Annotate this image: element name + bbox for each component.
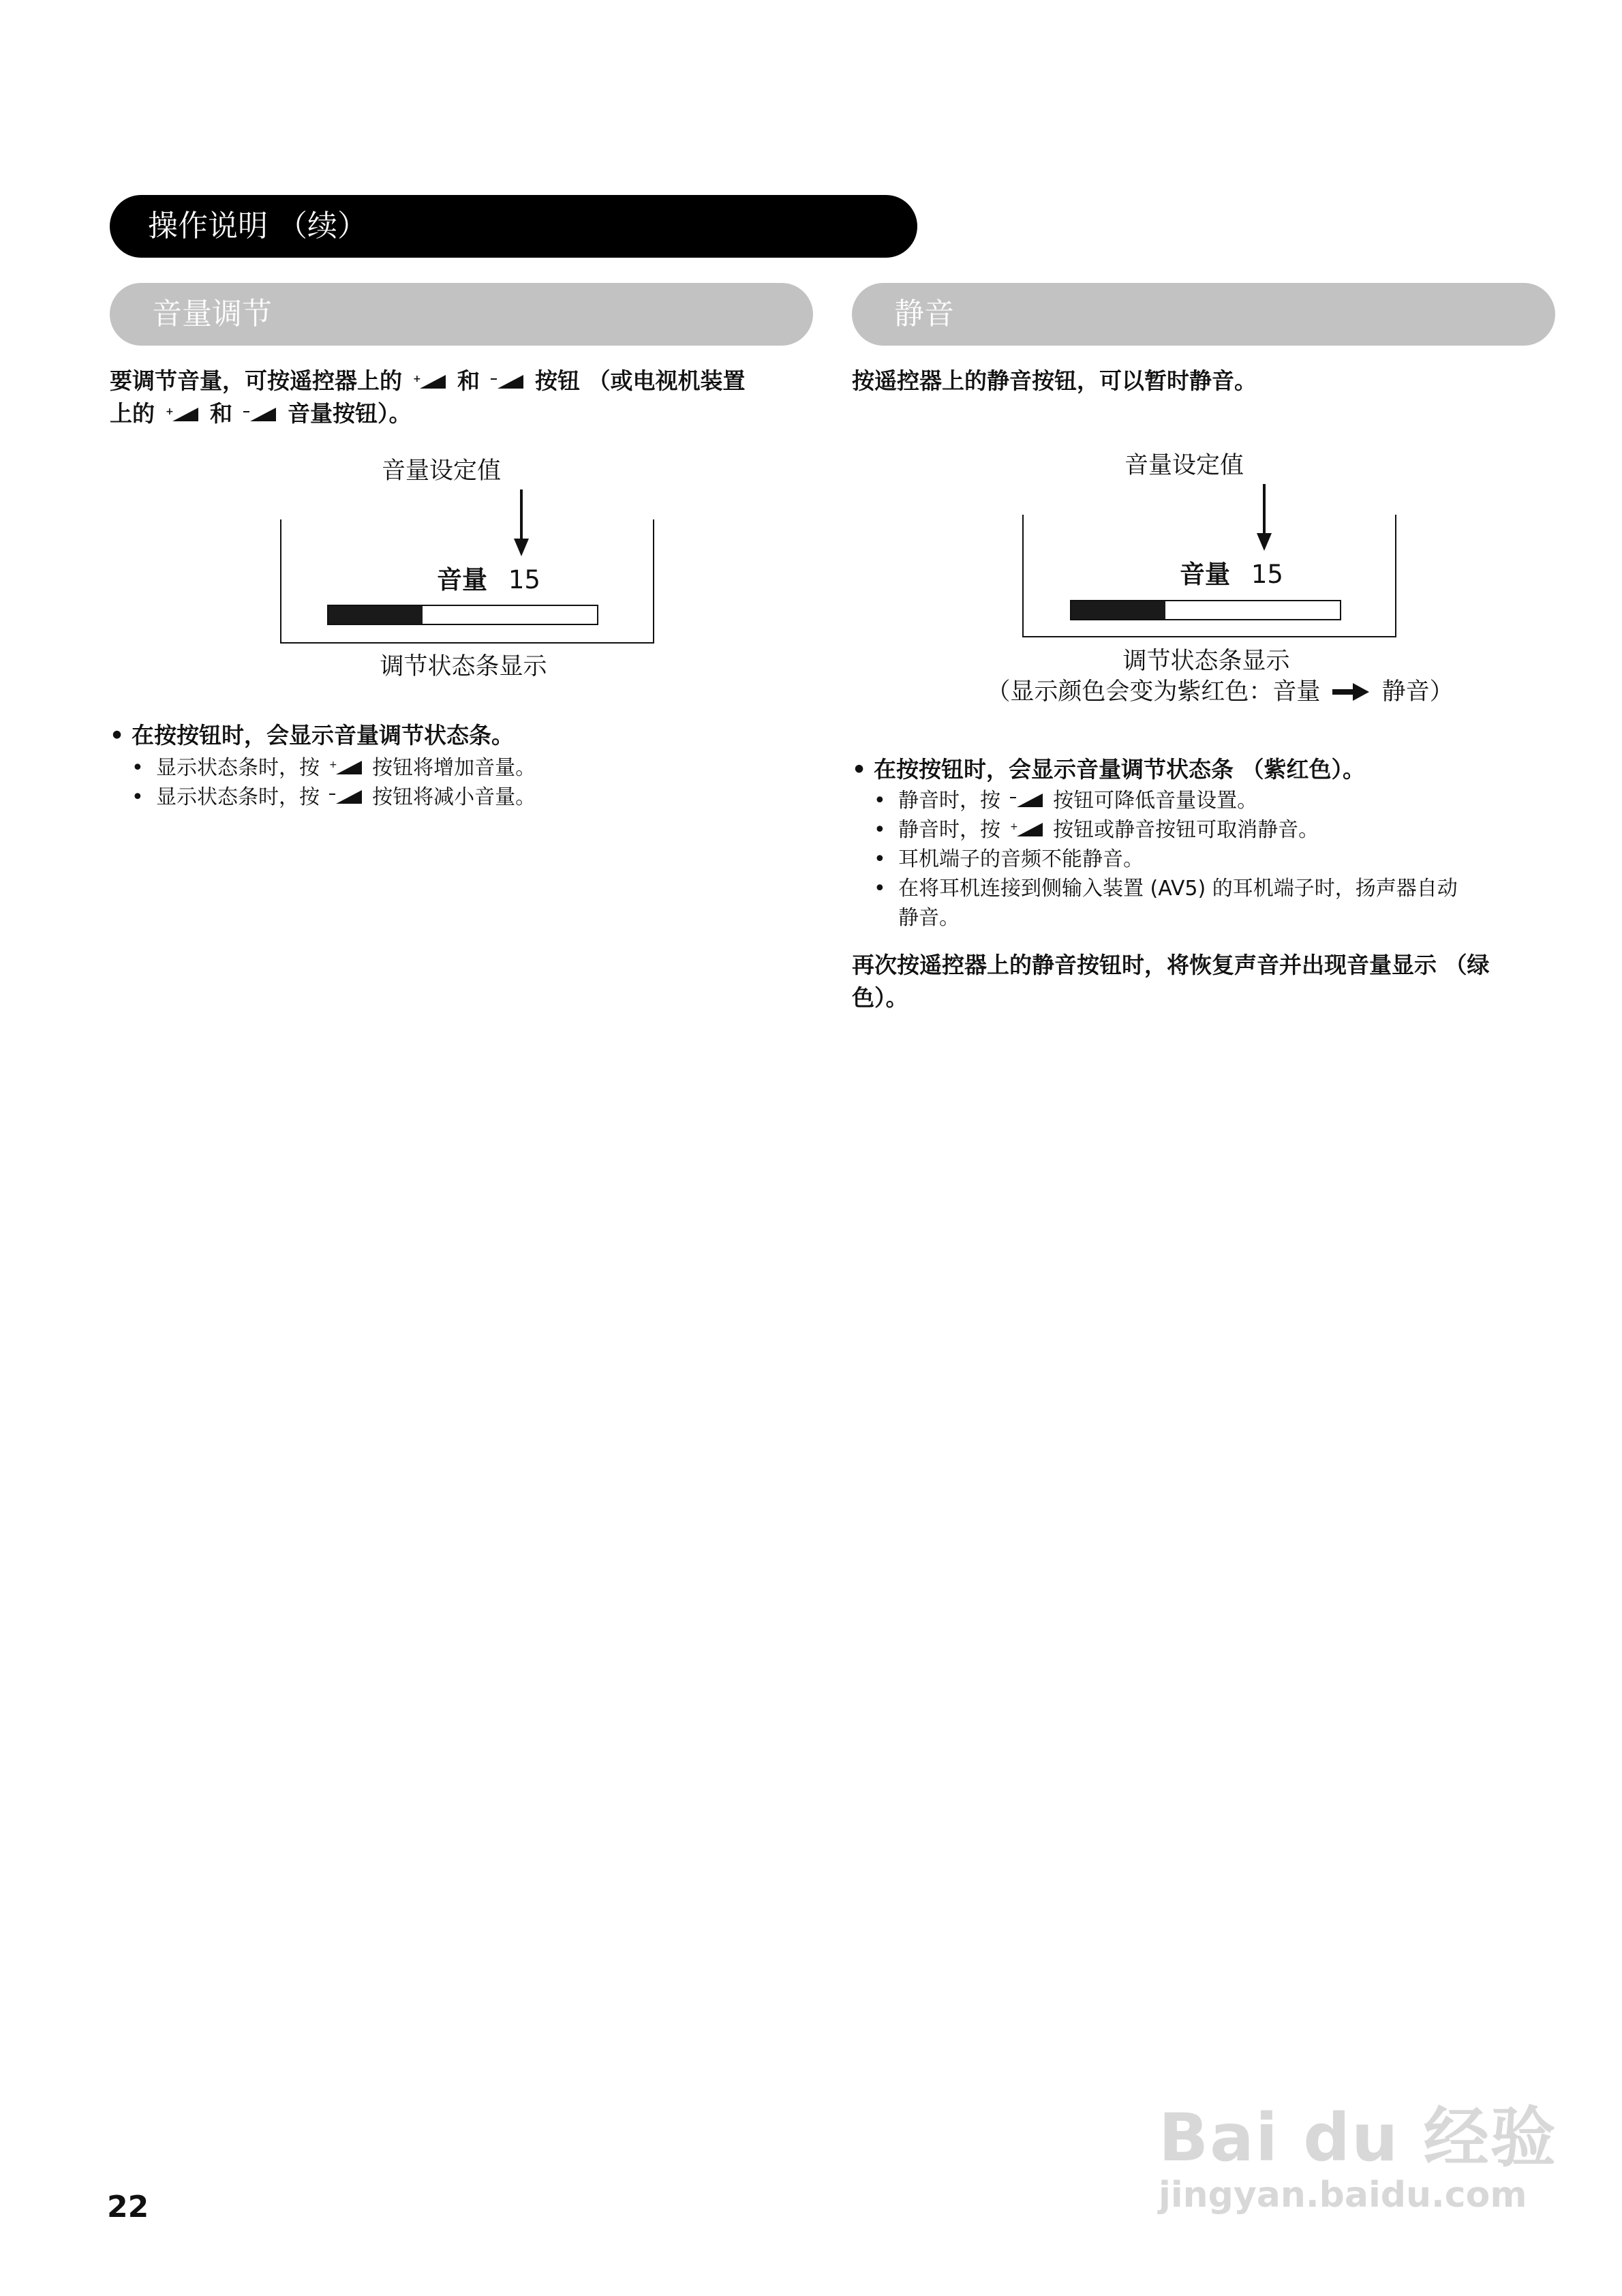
sub-bullet-post: 按钮将减小音量。 — [372, 785, 536, 809]
right-arrow-icon — [1332, 682, 1371, 702]
mute-sub-bullets — [874, 786, 1555, 933]
mute-bullet-main — [852, 753, 1561, 786]
volume-setpoint-label: 音量设定值 — [382, 457, 502, 485]
svg-text:+: + — [412, 374, 421, 384]
list-item — [874, 786, 1555, 815]
list-item-continuation — [874, 903, 1555, 933]
volume-intro-and: 和 — [457, 367, 480, 394]
list-item — [874, 815, 1555, 845]
volume-heading: 音量调节 — [152, 297, 272, 331]
sub-bullet-dot: • — [132, 785, 144, 809]
volume-up-icon — [329, 759, 363, 776]
list-item — [132, 783, 813, 812]
mute-color-note — [954, 673, 1486, 707]
volume-status-bar-fill — [328, 606, 423, 624]
list-item — [874, 874, 1555, 903]
sub-bullet-post: 按钮将增加音量。 — [372, 756, 536, 780]
volume-bullet-main-text: 在按按钮时，会显示音量调节状态条。 — [132, 722, 514, 749]
volume-down-icon — [1010, 792, 1044, 809]
mute-closing-line-2: 色）。 — [852, 984, 908, 1011]
sub-bullet-dot: • — [874, 789, 886, 813]
mute-intro: 按遥控器上的静音按钮，可以暂时静音。 — [852, 367, 1257, 394]
mute-bullet-main-text: 在按按钮时，会显示音量调节状态条 （紫红色）。 — [874, 756, 1365, 783]
mute-heading-bar — [852, 283, 1555, 346]
mute-status-text — [1180, 554, 1283, 590]
volume-up-icon — [166, 406, 200, 423]
mute-note-a: （显示颜色会变为紫红色：音量 — [986, 678, 1321, 706]
sub-bullet-pre: 静音时，按 — [898, 818, 1000, 842]
sub-bullet-text: 静音。 — [898, 906, 960, 930]
volume-intro-and2: 和 — [210, 400, 232, 427]
volume-bullet-main — [110, 719, 818, 752]
mute-status-bar-fill — [1071, 601, 1165, 619]
mute-note-b: 静音） — [1381, 678, 1454, 706]
volume-intro-text-a: 要调节音量，可按遥控器上的 — [110, 367, 402, 394]
volume-sub-bullets — [132, 753, 813, 812]
volume-label: 音量 — [437, 565, 487, 594]
watermark-logo: Bai du 经验 — [1159, 2100, 1557, 2176]
volume-intro — [110, 365, 818, 430]
volume-up-icon — [1010, 821, 1044, 838]
bullet-dot: • — [852, 756, 867, 783]
mute-heading: 静音 — [894, 297, 954, 331]
list-item — [874, 845, 1555, 874]
volume-down-icon — [243, 406, 277, 423]
sub-bullet-post: 按钮或静音按钮可取消静音。 — [1053, 818, 1319, 842]
watermark-url: jingyan.baidu.com — [1159, 2175, 1527, 2216]
sub-bullet-post: 按钮可降低音量设置。 — [1053, 789, 1258, 813]
volume-down-icon — [329, 789, 363, 805]
mute-closing-line-1: 再次按遥控器上的静音按钮时，将恢复声音并出现音量显示 （绿 — [852, 952, 1490, 978]
volume-value: 15 — [1251, 560, 1283, 589]
sub-bullet-dot: • — [874, 847, 886, 871]
list-item — [132, 753, 813, 783]
status-bar-caption: 调节状态条显示 — [380, 653, 547, 680]
sub-bullet-pre: 显示状态条时，按 — [156, 785, 320, 809]
sub-bullet-text: 耳机端子的音频不能静音。 — [898, 847, 1144, 871]
volume-intro-text-d: 音量按钮）。 — [288, 400, 412, 427]
volume-heading-bar — [110, 283, 813, 346]
volume-value: 15 — [508, 565, 540, 594]
volume-status-bar — [327, 605, 598, 625]
volume-down-icon — [491, 374, 525, 390]
volume-intro-text-c: 上的 — [110, 400, 155, 427]
svg-text:+: + — [165, 406, 174, 417]
sub-bullet-pre: 显示状态条时，按 — [156, 756, 320, 780]
section-title: 操作说明 （续） — [148, 209, 367, 243]
volume-up-icon — [413, 374, 447, 390]
bullet-dot: • — [110, 722, 125, 749]
mute-status-bar — [1070, 600, 1341, 620]
sub-bullet-dot: • — [132, 756, 144, 780]
sub-bullet-text: 在将耳机连接到侧输入装置 (AV5) 的耳机端子时，扬声器自动 — [898, 877, 1458, 901]
svg-text:+: + — [1009, 821, 1018, 832]
mute-setpoint-label: 音量设定值 — [1124, 452, 1244, 479]
sub-bullet-dot: • — [874, 818, 886, 842]
volume-status-text — [437, 559, 540, 596]
volume-intro-text-b: 按钮 （或电视机装置 — [535, 367, 746, 394]
volume-label: 音量 — [1180, 560, 1230, 589]
svg-text:+: + — [328, 759, 337, 770]
sub-bullet-pre: 静音时，按 — [898, 789, 1000, 813]
section-title-bar — [110, 195, 917, 258]
status-bar-caption: 调节状态条显示 — [1122, 648, 1290, 675]
page-number: 22 — [107, 2190, 149, 2224]
sub-bullet-dot: • — [874, 877, 886, 901]
mute-closing — [852, 949, 1561, 1014]
